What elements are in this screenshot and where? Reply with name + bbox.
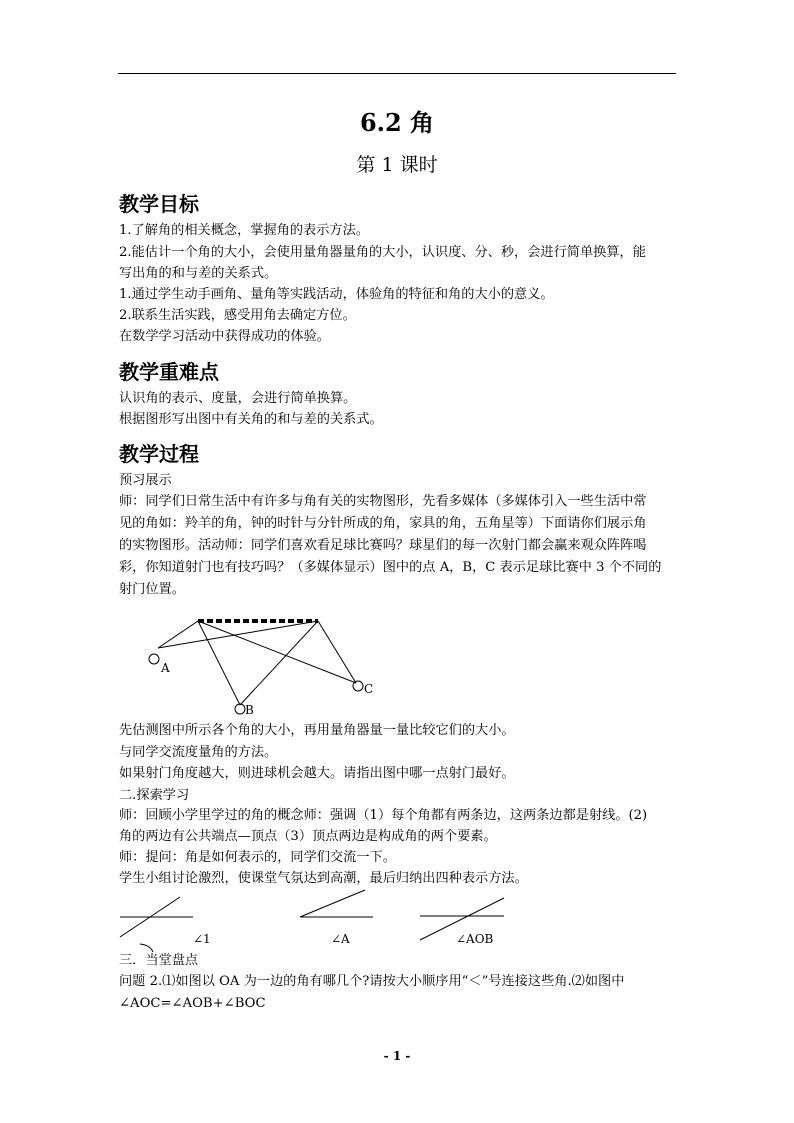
angle-label-aob: ∠AOB xyxy=(456,932,494,946)
page-number: - 1 - xyxy=(383,1049,411,1063)
process-line: 师：同学们日常生活中有许多与角有关的实物图形，先看多媒体（多媒体引入一些生活中常 xyxy=(119,494,647,509)
point-label-b: B xyxy=(245,703,254,717)
process-line: 的实物图形。活动师：同学们喜欢看足球比赛吗？球星们的每一次射门都会赢来观众阵阵喝 xyxy=(119,538,647,553)
header-rule xyxy=(118,73,676,74)
objective-line: 1.了解角的相关概念，掌握角的表示方法。 xyxy=(119,223,369,238)
page-title: 6.2 角 xyxy=(359,108,435,137)
objective-line: 2.能估计一个角的大小，会使用量角器量角的大小，认识度、分、秒，会进行简单换算，能 xyxy=(119,245,646,260)
objective-line: 1.通过学生动手画角、量角等实践活动，体验角的特征和角的大小的意义。 xyxy=(119,287,554,302)
process-line: 师：回顾小学里学过的角的概念师：强调（1）每个角都有两条边，这两条边都是射线。(2) xyxy=(119,808,648,823)
process-line: 学生小组讨论激烈，使课堂气氛达到高潮，最后归纳出四种表示方法。 xyxy=(119,871,528,886)
point-label-a: A xyxy=(161,661,170,675)
process-line: 射门位置。 xyxy=(119,582,185,597)
angle-figure-1 xyxy=(115,895,205,955)
objective-line: 在数学学习活动中获得成功的体验。 xyxy=(119,329,330,344)
goal-figure xyxy=(140,610,380,722)
keypoint-line: 认识角的表示、度量，会进行简单换算。 xyxy=(119,391,357,406)
process-line: 预习展示 xyxy=(119,473,172,488)
angle-figure-a xyxy=(295,882,385,922)
process-line: 彩，你知道射门也有技巧吗？（多媒体显示）图中的点 A，B，C 表示足球比赛中 3 个不同的 xyxy=(119,560,662,575)
angle-label-a: ∠A xyxy=(331,932,350,946)
objective-line: 写出角的和与差的关系式。 xyxy=(119,266,278,281)
angle-label-1: ∠1 xyxy=(193,932,211,946)
process-line: 师：提问：角是如何表示的，同学们交流一下。 xyxy=(119,850,396,865)
process-line: 见的角如：羚羊的角，钟的时针与分针所成的角，家具的角，五角星等）下面请你们展示角 xyxy=(119,516,647,531)
process-line: 角的两边有公共端点—顶点（3）顶点两边是构成角的两个要素。 xyxy=(119,829,497,844)
process-line: 三．当堂盘点 xyxy=(119,953,199,968)
heading-objectives: 教学目标 xyxy=(119,192,199,216)
process-line: 问题 2.⑴如图以 OA 为一边的角有哪几个?请按大小顺序用“＜”号连接这些角.⑵如图中 xyxy=(119,974,625,989)
page-subtitle: 第 1 课时 xyxy=(356,154,438,176)
process-line: 如果射门角度越大，则进球机会越大。请指出图中哪一点射门最好。 xyxy=(119,766,515,781)
process-line: 二.探索学习 xyxy=(119,788,190,803)
process-line: 与同学交流度量角的方法。 xyxy=(119,745,278,760)
keypoint-line: 根据图形写出图中有关角的和与差的关系式。 xyxy=(119,412,383,427)
heading-process: 教学过程 xyxy=(119,442,199,466)
point-label-c: C xyxy=(364,682,374,696)
heading-keypoints: 教学重难点 xyxy=(119,360,219,384)
objective-line: 2.联系生活实践，感受用角去确定方位。 xyxy=(119,308,356,323)
process-line: 先估测图中所示各个角的大小，再用量角器量一量比较它们的大小。 xyxy=(119,723,515,738)
process-line: ∠AOC=∠AOB+∠BOC xyxy=(119,996,266,1011)
